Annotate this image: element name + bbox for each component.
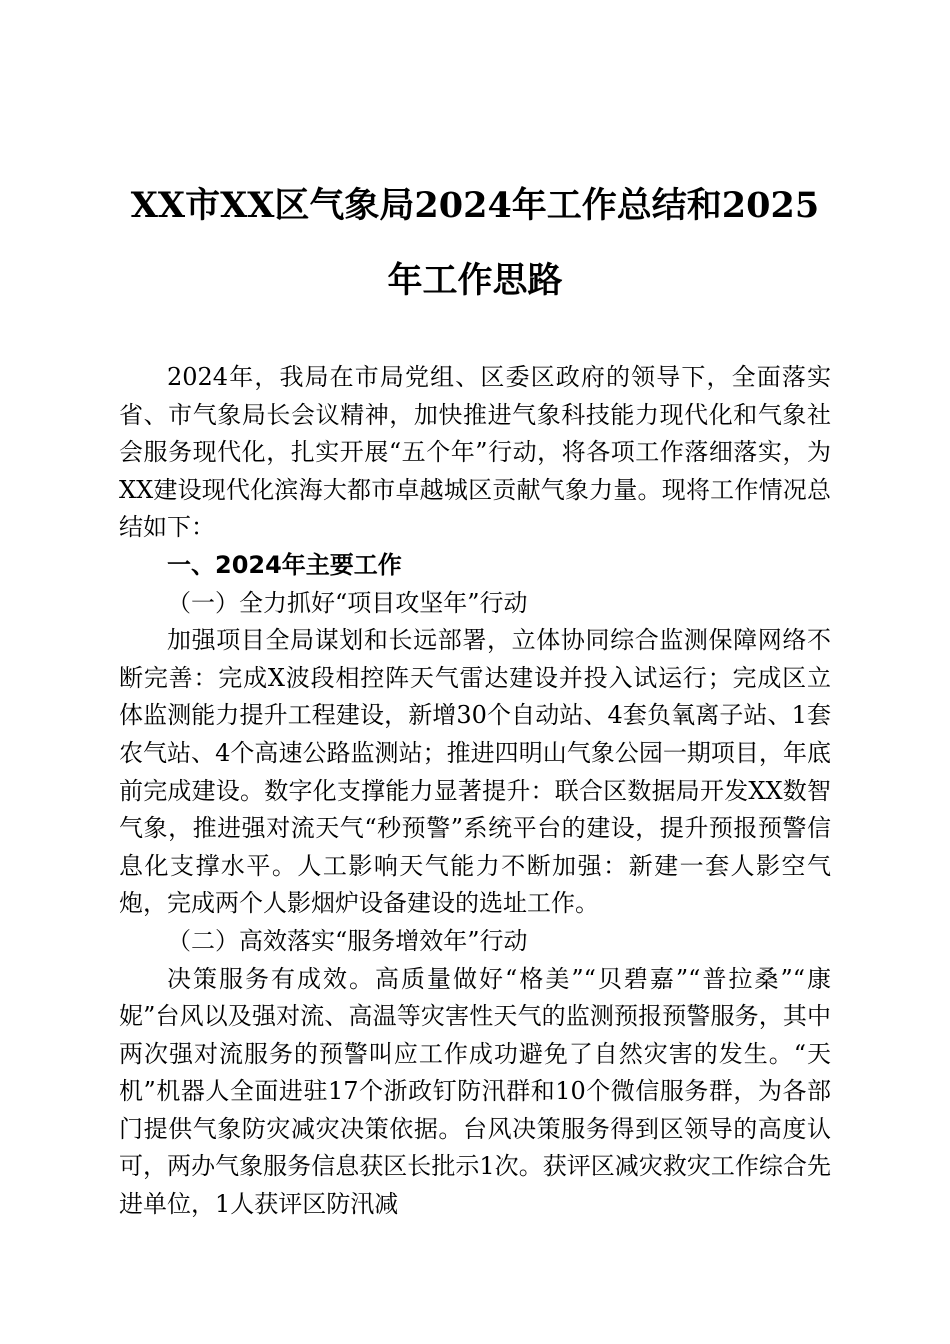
title-line-1: XX市XX区气象局2024年工作总结和2025 — [130, 185, 820, 226]
subsection-heading-1: （一）全力抓好“项目攻坚年”行动 — [167, 588, 528, 617]
document-body — [119, 359, 831, 1224]
document-title — [110, 168, 840, 318]
section-heading: 一、2024年主要工作 — [167, 550, 402, 579]
intro-paragraph: 2024年，我局在市局党组、区委区政府的领导下，全面落实省、市气象局长会议精神，加快推进气象科技能力现代化和气象社会服务现代化，扎实开展“五个年”行动，将各项工作落细落实，为XX建设现代化滨海大都市卓越城区贡献气象力量。现将工作情况总结如下： — [119, 363, 831, 542]
subsection-heading-2: （二）高效落实“服务增效年”行动 — [167, 926, 528, 955]
subsection-2-paragraph: 决策服务有成效。高质量做好“格美”“贝碧嘉”“普拉桑”“康妮”台风以及强对流、高温等灾害性天气的监测预报预警服务，其中两次强对流服务的预警叫应工作成功避免了自然灾害的发生。“天机”机器人全面进驻17个浙政钉防汛群和10个微信服务群，为各部门提供气象防灾减灾决策依据。台风决策服务得到区领导的高度认可，两办气象服务信息获区长批示1次。获评区减灾救灾工作综合先进单位，1人获评区防汛减 — [119, 964, 831, 1219]
title-line-2: 年工作思路 — [387, 260, 563, 301]
subsection-1-paragraph: 加强项目全局谋划和长远部署，立体协同综合监测保障网络不断完善：完成X波段相控阵天气雷达建设并投入试运行；完成区立体监测能力提升工程建设，新增30个自动站、4套负氧离子站、1套农气站、4个高速公路监测站；推进四明山气象公园一期项目，年底前完成建设。数字化支撑能力显著提升：联合区数据局开发XX数智气象，推进强对流天气“秒预警”系统平台的建设，提升预报预警信息化支撑水平。人工影响天气能力不断加强：新建一套人影空气炮，完成两个人影烟炉设备建设的选址工作。 — [119, 626, 831, 918]
